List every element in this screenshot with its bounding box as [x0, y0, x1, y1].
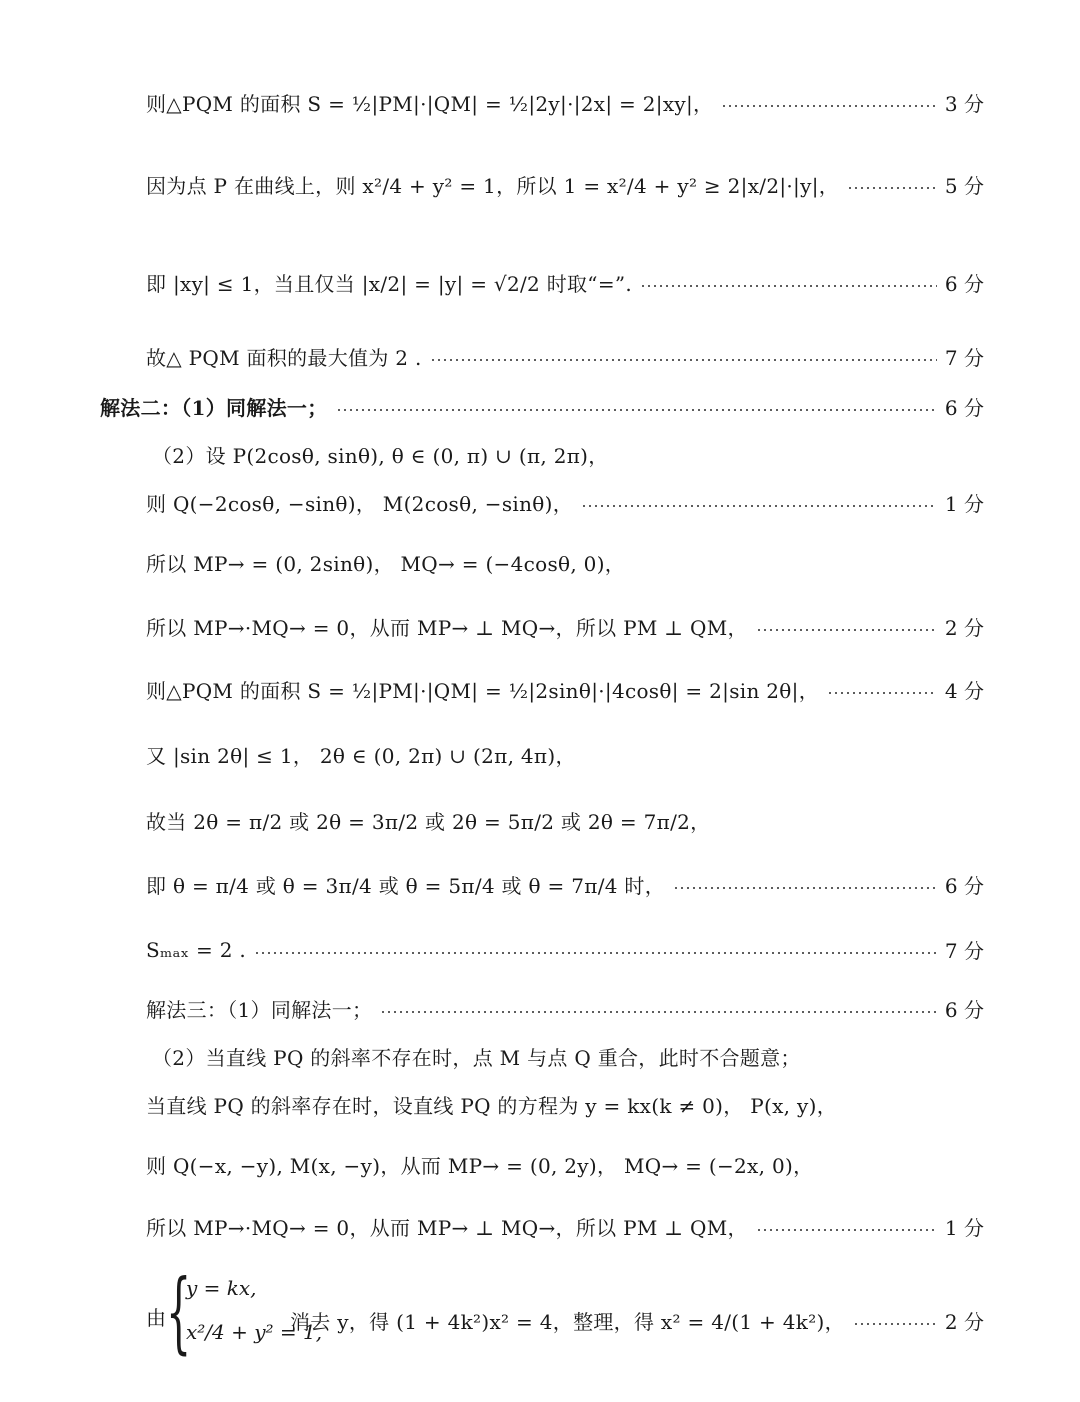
score-label: 1 分 — [944, 1216, 984, 1240]
line-text: 则 Q(−x, −y), M(x, −y)，从而 MP→ = (0, 2y)， MQ→ = (−2x, 0)， — [146, 1154, 814, 1178]
score-label: 7 分 — [944, 346, 984, 370]
solution-line — [146, 342, 984, 371]
method-heading-line — [146, 994, 984, 1023]
line-text: 故△ PQM 面积的最大值为 2 . — [146, 346, 422, 370]
leader-dots — [827, 692, 937, 694]
leader-dots — [756, 629, 937, 631]
score-label: 7 分 — [944, 939, 984, 963]
solution-line — [152, 1042, 984, 1071]
score-label: 6 分 — [944, 874, 984, 898]
line-text: 则 Q(−2cosθ, −sinθ)， M(2cosθ, −sinθ)， — [146, 492, 574, 516]
system-equation-2: x²/4 + y² = 1, — [186, 1320, 323, 1344]
solution-line — [146, 1150, 984, 1179]
solution-line — [146, 935, 984, 964]
line-text: 解法二：（1）同解法一； — [100, 396, 328, 420]
score-label: 4 分 — [944, 679, 984, 703]
leader-dots — [853, 1323, 937, 1325]
line-text: 所以 MP→ = (0, 2sinθ)， MQ→ = (−4cosθ, 0)， — [146, 552, 626, 576]
system-equation-1: y = kx, — [186, 1276, 257, 1300]
solution-line — [146, 170, 984, 199]
leader-dots — [847, 187, 937, 189]
score-label: 2 分 — [944, 1310, 984, 1334]
leader-dots — [721, 105, 937, 107]
solution-line — [146, 488, 984, 517]
line-text: （2）当直线 PQ 的斜率不存在时，点 M 与点 Q 重合，此时不合题意； — [152, 1046, 801, 1070]
solution-line — [146, 268, 984, 297]
score-label: 6 分 — [944, 998, 984, 1022]
line-text: Sₘₐₓ = 2 . — [146, 937, 247, 962]
method-heading-line — [100, 392, 984, 421]
leader-dots — [380, 1011, 937, 1013]
leader-dots — [336, 409, 937, 411]
line-text: 所以 MP→·MQ→ = 0，从而 MP→ ⊥ MQ→，所以 PM ⊥ QM， — [146, 616, 748, 640]
leader-dots — [254, 952, 937, 954]
score-label: 6 分 — [944, 272, 984, 296]
line-text: 故当 2θ = π/2 或 2θ = 3π/2 或 2θ = 5π/2 或 2θ = 7π/2， — [146, 810, 711, 834]
leader-dots — [640, 285, 937, 287]
solution-line — [146, 806, 984, 835]
system-lead: 由 — [146, 1306, 166, 1330]
solution-line — [152, 440, 984, 469]
line-text: 则△PQM 的面积 S = ½|PM|·|QM| = ½|2sinθ|·|4cosθ| = 2|sin 2θ|， — [146, 679, 819, 703]
solution-line — [146, 740, 984, 769]
solution-line — [146, 88, 984, 117]
left-brace-icon: { — [166, 1260, 192, 1363]
solution-line — [146, 612, 984, 641]
line-text: （2）设 P(2cosθ, sinθ), θ ∈ (0, π) ∪ (π, 2π)， — [152, 444, 609, 468]
leader-dots — [756, 1229, 937, 1231]
solution-line — [146, 548, 984, 577]
score-label: 3 分 — [944, 92, 984, 116]
line-text: 即 |xy| ≤ 1，当且仅当 |x/2| = |y| = √2/2 时取“=”. — [146, 272, 633, 296]
solution-line — [146, 1090, 984, 1119]
line-text: 解法三：（1）同解法一； — [146, 998, 373, 1022]
solution-line — [290, 1306, 984, 1335]
leader-dots — [673, 887, 937, 889]
line-text: 消去 y，得 (1 + 4k²)x² = 4，整理，得 x² = 4/(1 + 4k²)， — [290, 1310, 845, 1334]
solution-line — [146, 1212, 984, 1241]
line-text: 则△PQM 的面积 S = ½|PM|·|QM| = ½|2y|·|2x| = 2|xy|， — [146, 92, 714, 116]
leader-dots — [430, 359, 937, 361]
score-label: 2 分 — [944, 616, 984, 640]
line-text: 当直线 PQ 的斜率存在时，设直线 PQ 的方程为 y = kx(k ≠ 0)， P(x, y)， — [146, 1094, 837, 1118]
line-text: 所以 MP→·MQ→ = 0，从而 MP→ ⊥ MQ→，所以 PM ⊥ QM， — [146, 1216, 748, 1240]
score-label: 5 分 — [944, 174, 984, 198]
score-label: 1 分 — [944, 492, 984, 516]
line-text: 即 θ = π/4 或 θ = 3π/4 或 θ = 5π/4 或 θ = 7π/4 时， — [146, 874, 666, 898]
score-label: 6 分 — [944, 396, 984, 420]
solution-line — [146, 675, 984, 704]
line-text: 因为点 P 在曲线上，则 x²/4 + y² = 1，所以 1 = x²/4 + y² ≥ 2|x/2|·|y|， — [146, 174, 840, 198]
leader-dots — [581, 505, 937, 507]
solution-line — [146, 870, 984, 899]
line-text: 又 |sin 2θ| ≤ 1， 2θ ∈ (0, 2π) ∪ (2π, 4π)， — [146, 744, 576, 768]
